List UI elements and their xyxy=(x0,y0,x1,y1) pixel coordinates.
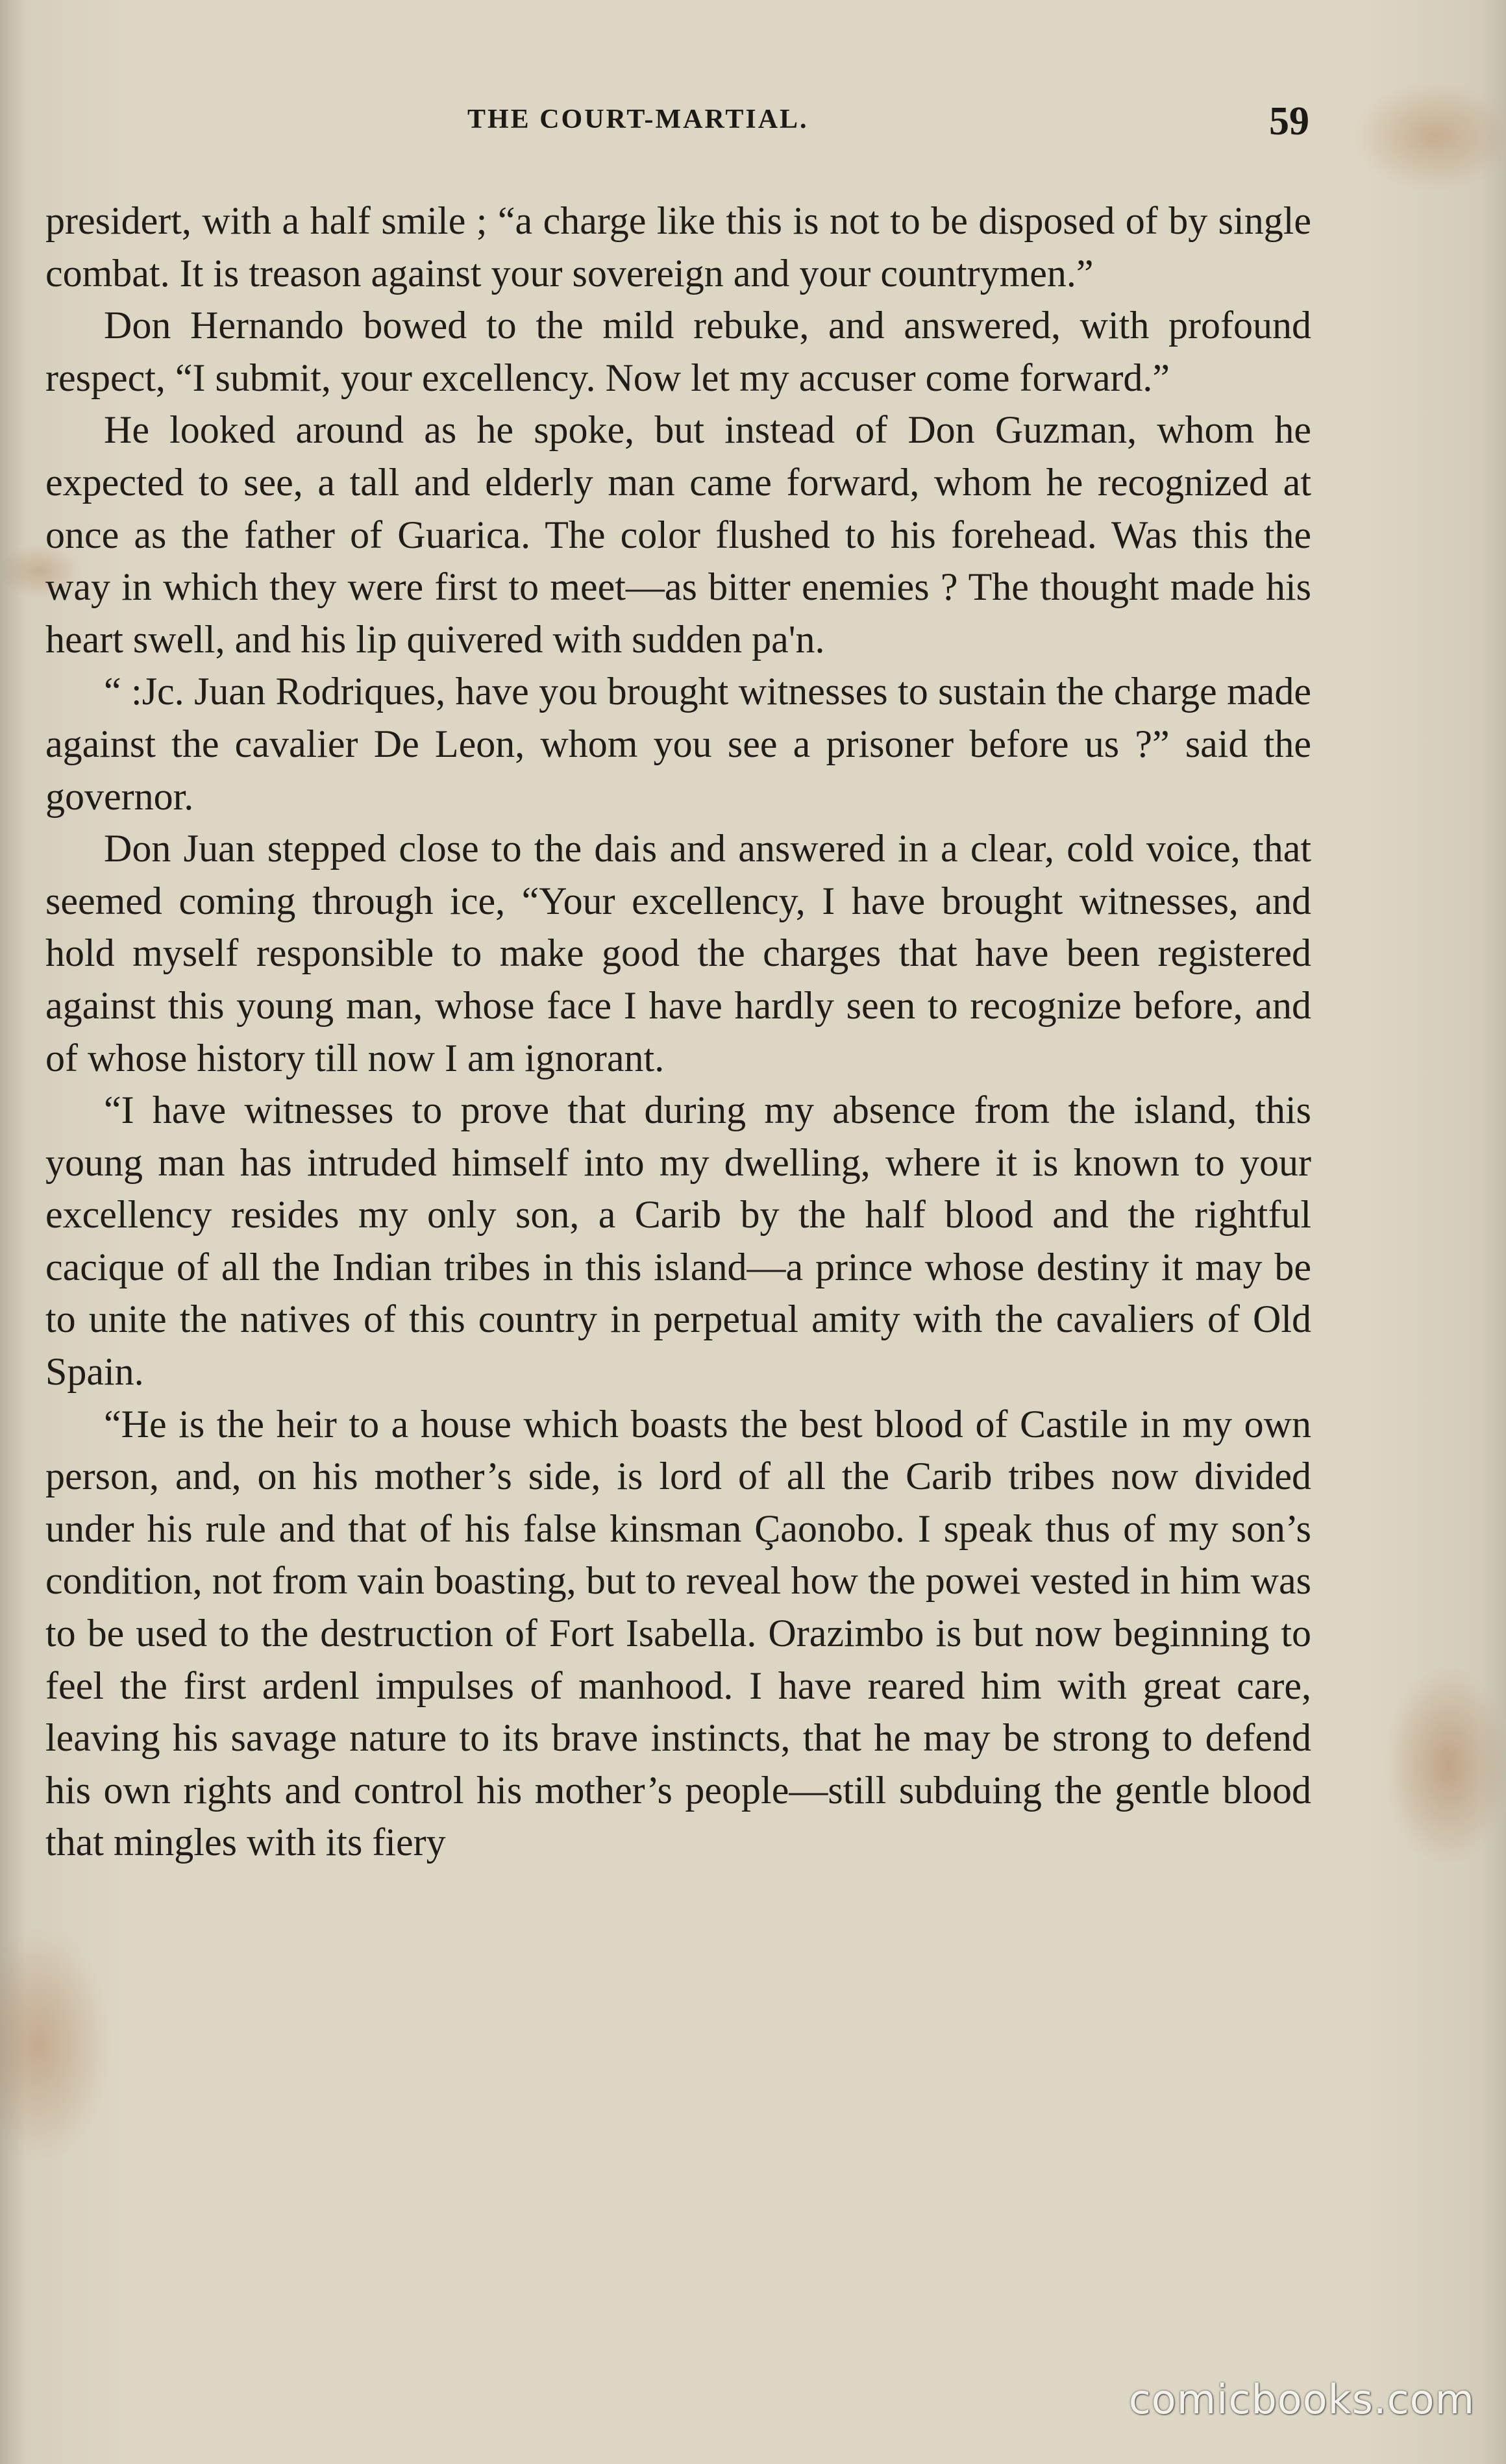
paragraph: “ :Jc. Juan Rodriques, have you brought witnesses to sustain the charge made against the cavalier De Leon, whom you see a prisoner before us ?” said the governor. xyxy=(45,670,1311,818)
paragraph: “He is the heir to a house which boasts the best blood of Castile in my own person, and, on his mother’s side, is lord of all the Carib tribes now divided under his rule and that of his false kinsman Çaonobo. I speak thus of my son’s condition, not from vain boasting, but to reveal how the powei vested in him was to be used to the destruction of Fort Isabella. Orazimbo is but now beginning to feel the first ardenl impulses of manhood. I have reared him with great care, leaving his savage nature to its brave instincts, that he may be strong to defend his own rights and control his mother’s people—still subduing the gentle blood that mingles with its fiery xyxy=(45,1402,1311,1864)
paragraph: “I have witnesses to prove that during my absence from the island, this young man has intruded himself into my dwelling, where it is known to your excellency resides my only son, a Carib by the half blood and the rightful cacique of all the Indian tribes in this island—a prince whose destiny it may be to unite the natives of this country in perpetual amity with the cavaliers of Old Spain. xyxy=(45,1089,1311,1394)
watermark: comicbooks.com xyxy=(1128,2376,1475,2423)
page-header xyxy=(0,99,1506,143)
page-number: 59 xyxy=(1269,99,1309,143)
running-title: THE COURT-MARTIAL. xyxy=(467,105,809,134)
body-text xyxy=(45,195,1311,1869)
paragraph: Don Juan stepped close to the dais and answered in a clear, cold voice, that seemed coming through ice, “Your excellency, I have brought witnesses, and hold myself responsible to make good the charges that have been registered against this young man, whose face I have hardly seen to recognize before, and of whose history till now I am ignorant. xyxy=(45,827,1311,1079)
paragraph: He looked around as he spoke, but instead of Don Guzman, whom he expected to see, a tall and elderly man came forward, whom he recognized at once as the father of Guarica. The color flushed to his forehead. Was this the way in which they were first to meet—as bitter enemies ? The thought made his heart swell, and his lip quivered with sudden pa'n. xyxy=(45,408,1311,661)
paragraph: presidert, with a half smile ; “a charge like this is not to be disposed of by single combat. It is treason against your sovereign and your countrymen.” xyxy=(45,199,1311,295)
paragraph: Don Hernando bowed to the mild rebuke, and answered, with profound respect, “I submit, your excellency. Now let my accuser come forward.” xyxy=(45,304,1311,399)
